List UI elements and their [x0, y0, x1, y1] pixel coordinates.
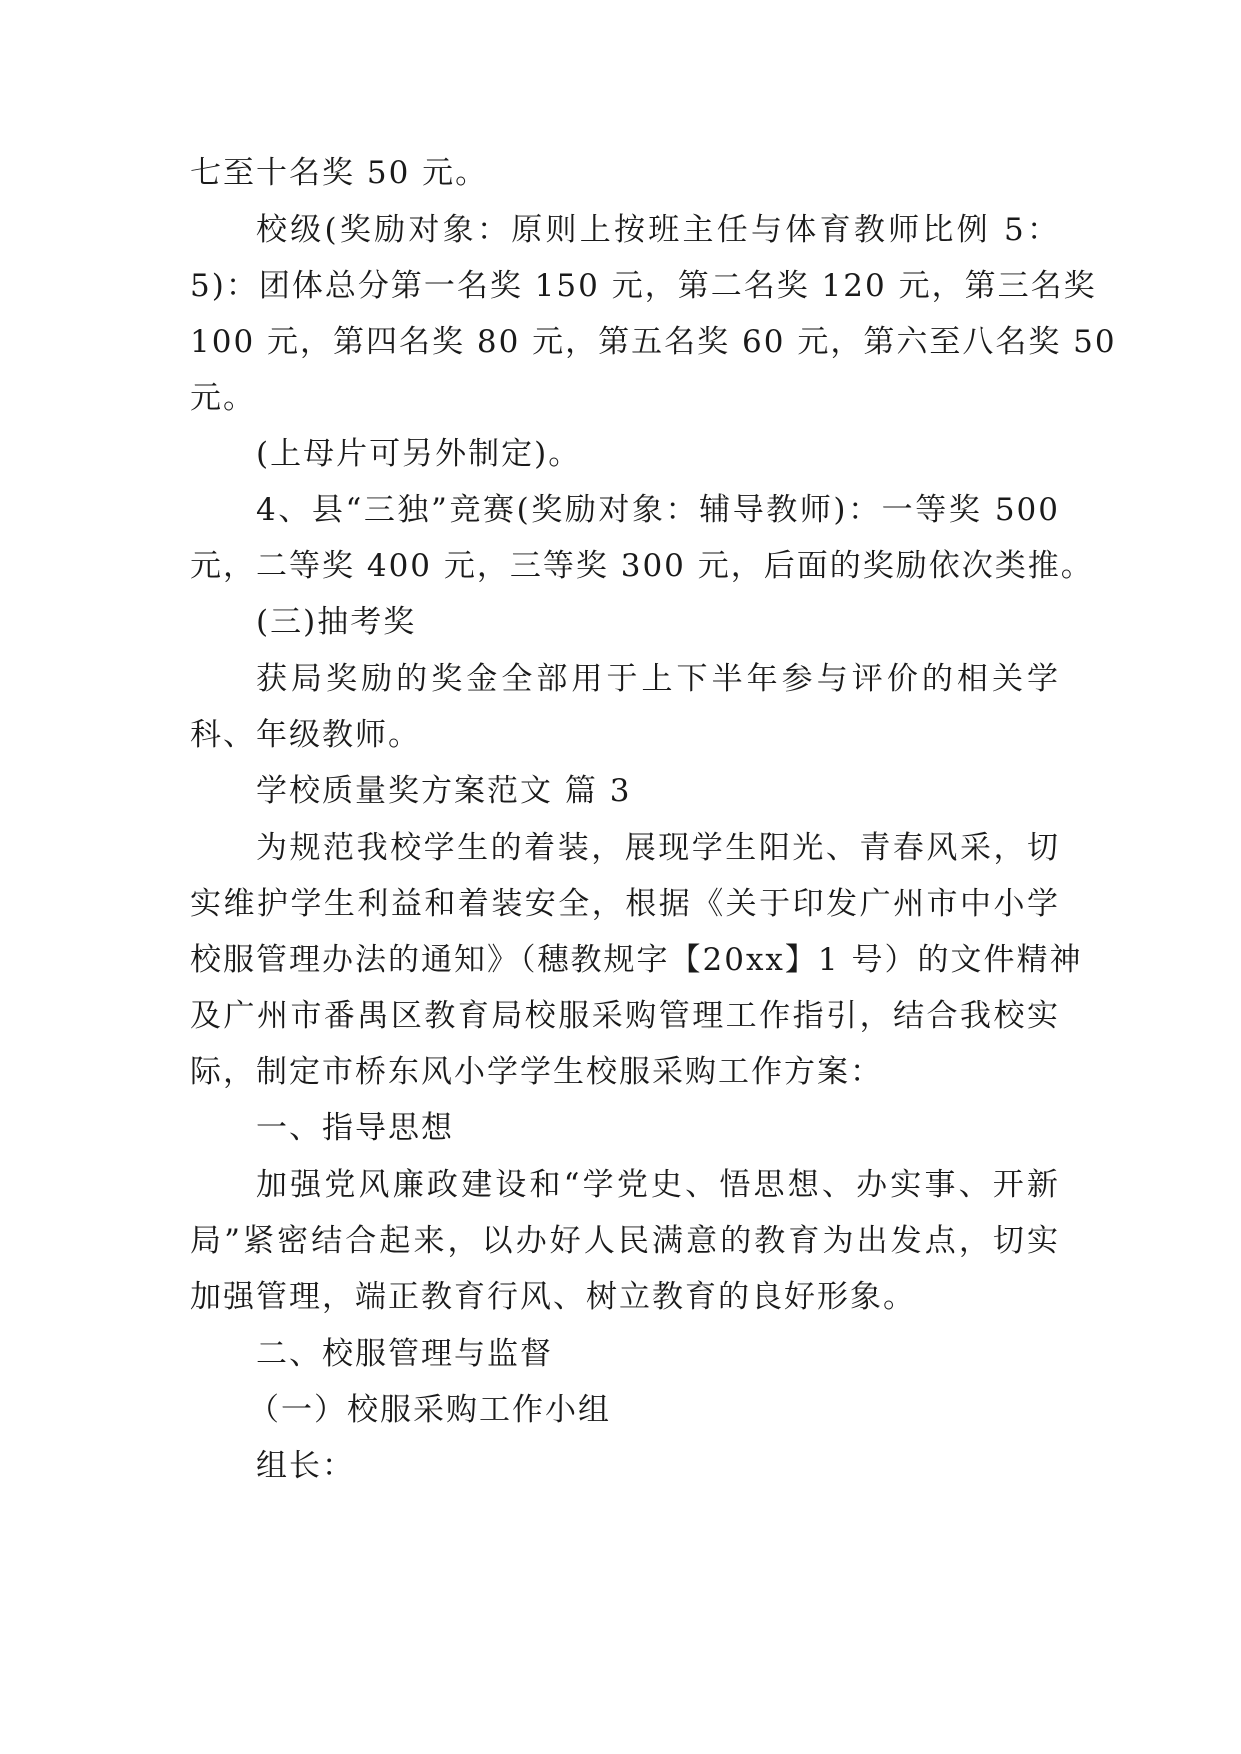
- text-line: 100 元，第四名奖 80 元，第五名奖 60 元，第六至八名奖 50: [190, 324, 1117, 360]
- text-line: 4、县“三独”竞赛(奖励对象：辅导教师)：一等奖 500: [256, 492, 1060, 528]
- text-line: 局”紧密结合起来，以办好人民满意的教育为出发点，切实: [190, 1223, 1060, 1259]
- text-line: 为规范我校学生的着装，展现学生阳光、青春风采，切: [256, 830, 1060, 866]
- text-line: 获局奖励的奖金全部用于上下半年参与评价的相关学: [256, 661, 1060, 697]
- section-heading: 二、校服管理与监督: [256, 1336, 553, 1372]
- text-line: 组长：: [256, 1448, 355, 1484]
- text-line: 校级(奖励对象：原则上按班主任与体育教师比例 5：: [256, 212, 1060, 248]
- article-title: 学校质量奖方案范文 篇 3: [256, 773, 632, 809]
- text-line: 元。: [190, 380, 256, 416]
- subsection-heading: （一）校服采购工作小组: [248, 1392, 611, 1428]
- section-heading: 一、指导思想: [256, 1110, 454, 1146]
- text-line: 加强管理，端正教育行风、树立教育的良好形象。: [190, 1279, 916, 1315]
- text-line: 七至十名奖 50 元。: [190, 155, 489, 191]
- text-line: 及广州市番禺区教育局校服采购管理工作指引，结合我校实: [190, 998, 1060, 1034]
- text-line: (上母片可另外制定)。: [256, 436, 582, 472]
- text-line: 5)：团体总分第一名奖 150 元，第二名奖 120 元，第三名奖: [190, 268, 1097, 304]
- text-line: 实维护学生利益和着装安全，根据《关于印发广州市中小学: [190, 886, 1060, 922]
- text-line: 加强党风廉政建设和“学党史、悟思想、办实事、开新: [256, 1167, 1060, 1203]
- text-line: 校服管理办法的通知》（穗教规字【20xx】1 号）的文件精神: [190, 942, 1083, 978]
- text-line: 元，二等奖 400 元，三等奖 300 元，后面的奖励依次类推。: [190, 548, 1094, 584]
- text-line: 际，制定市桥东风小学学生校服采购工作方案：: [190, 1054, 883, 1090]
- text-line: 科、年级教师。: [190, 717, 421, 753]
- section-heading: (三)抽考奖: [256, 604, 417, 640]
